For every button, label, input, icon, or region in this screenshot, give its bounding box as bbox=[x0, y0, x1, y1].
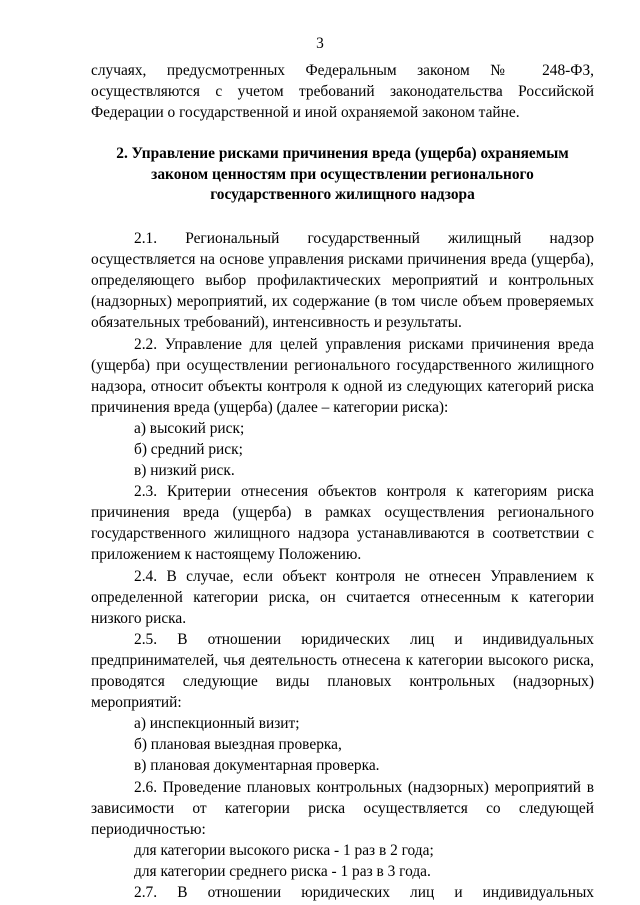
intro-line-2: осуществляются с учетом требований законодательства Российской bbox=[91, 83, 594, 101]
list-item-2-6-mid: для категории среднего риска - 1 раз в 3 года. bbox=[134, 862, 431, 880]
paragraph-2-2: 2.2. Управление для целей управления рисками причинения вреда (ущерба) при осуществлении регионального государственного жилищного надзора, относит объекты контроля к одной из следующих категорий риска причинения вреда (ущерба) (далее – категории риска): bbox=[91, 335, 594, 416]
intro-line-3: Федерации о государственной и иной охраняемой законом тайне. bbox=[91, 104, 520, 122]
document-body bbox=[91, 60, 594, 903]
list-item-2-2-c: в) низкий риск. bbox=[134, 462, 235, 480]
intro-line-1: случаях, предусмотренных Федеральным законом № 248-ФЗ, bbox=[91, 62, 594, 79]
paragraph-2-1: 2.1. Региональный государственный жилищный надзор осуществляется на основе управления рисками причинения вреда (ущерба), определяющего выбор профилактических мероприятий и контрольных (надзорных) мероприятий, их содержание (в том числе объем проверяемых обязательных требований), интенсивность и результаты. bbox=[91, 230, 594, 332]
section-heading bbox=[91, 144, 594, 206]
list-item-2-2-b: б) средний риск; bbox=[134, 441, 243, 458]
paragraph-2-4: 2.4. В случае, если объект контроля не отнесен Управлением к определенной категории риска, он считается отнесенным к категории низкого риска. bbox=[91, 567, 594, 627]
section-heading-line-1: 2. Управление рисками причинения вреда (ущерба) охраняемым bbox=[116, 145, 569, 163]
section-heading-line-2: законом ценностям при осуществлении регионального bbox=[151, 165, 534, 183]
list-item-2-5-a: а) инспекционный визит; bbox=[134, 715, 300, 733]
paragraph-2-3: 2.3. Критерии отнесения объектов контроля к категориям риска причинения вреда (ущерба) в рамках осуществления регионального государственного жилищного надзора устанавливаются в соответствии с приложением к настоящему Положению. bbox=[91, 483, 594, 564]
paragraph-2-6: 2.6. Проведение плановых контрольных (надзорных) мероприятий в зависимости от категории риска осуществляется со следующей периодичностью: bbox=[91, 778, 594, 838]
list-item-2-6-high: для категории высокого риска - 1 раз в 2 года; bbox=[134, 841, 434, 859]
page-number: 3 bbox=[316, 35, 324, 52]
list-item-2-2-a: а) высокий риск; bbox=[134, 419, 245, 437]
list-item-2-5-c: в) плановая документарная проверка. bbox=[134, 757, 380, 775]
paragraph-2-5: 2.5. В отношении юридических лиц и индивидуальных предпринимателей, чья деятельность отнесена к категории высокого риска, проводятся следующие виды плановых контрольных (надзорных) мероприятий: bbox=[91, 630, 594, 712]
intro-paragraph bbox=[91, 60, 594, 123]
list-item-2-5-b: б) плановая выездная проверка, bbox=[134, 736, 342, 754]
section-heading-line-3: государственного жилищного надзора bbox=[210, 186, 475, 204]
paragraph-2-7: 2.7. В отношении юридических лиц и индивидуальных bbox=[134, 883, 594, 901]
